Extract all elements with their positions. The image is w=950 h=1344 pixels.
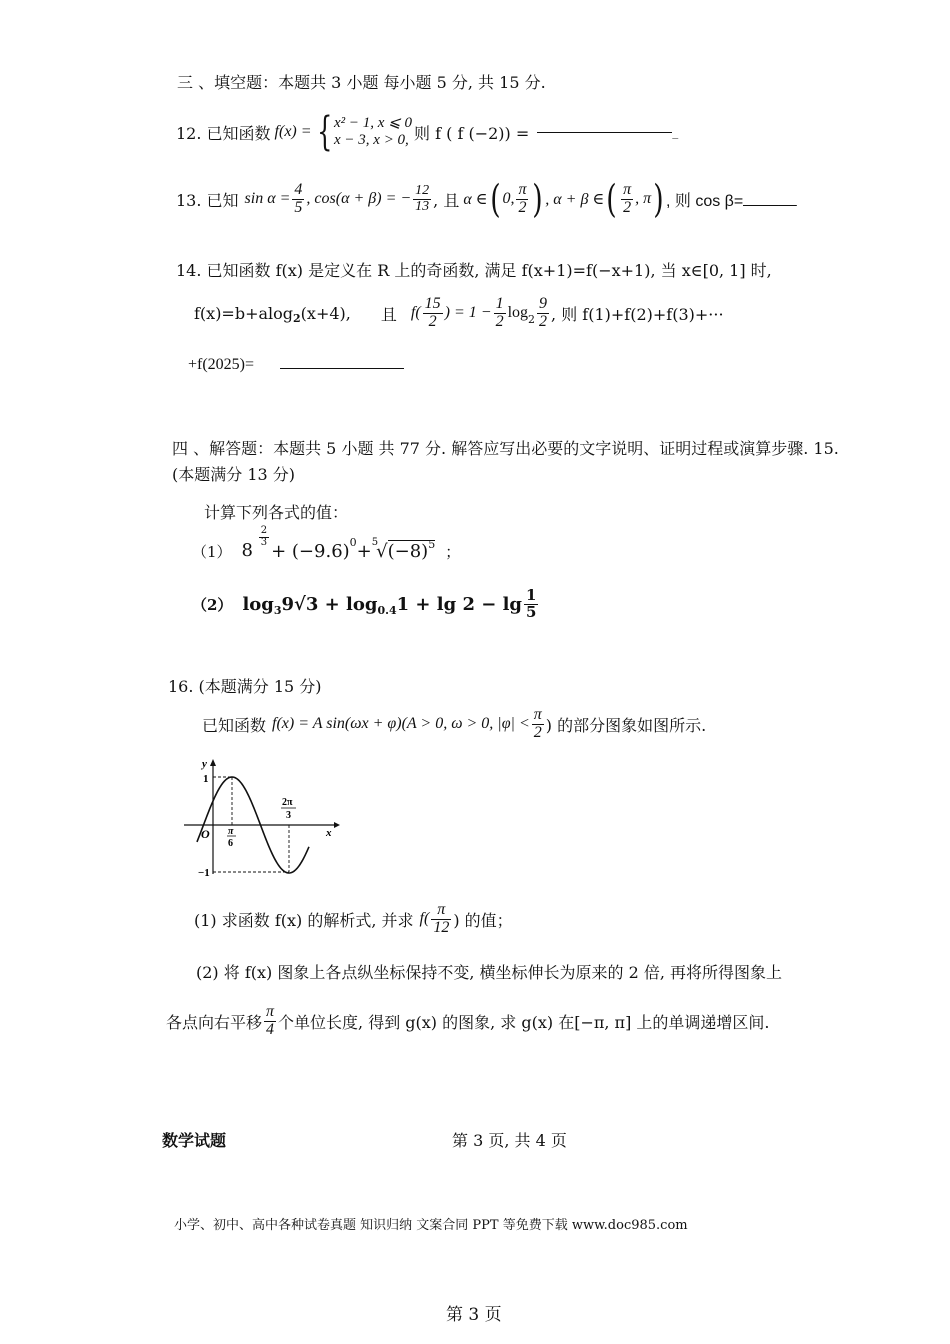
footer-ad: 小学、初中、高中各种试卷真题 知识归纳 文案合同 PPT 等免费下载 www.doc985.com (174, 1218, 688, 1233)
q13-sum-in: , α + β ∈ (545, 191, 605, 208)
q15-2-sub2: 0.4 (377, 603, 397, 617)
q13-cos-den: 13 (415, 198, 430, 214)
q13-tail: , 则 cos β= (665, 192, 744, 210)
q15-2-den: 5 (526, 602, 537, 621)
q16-given-a: 已知函数 (202, 715, 267, 735)
q15-2-expr-a: log (242, 593, 274, 615)
section4-heading: 四 、解答题：本题共 5 小题 共 77 分. 解答应写出必要的文字说明、证明过程或演算步骤. 15. (172, 439, 839, 458)
q14-nine-num: 9 (539, 295, 548, 312)
q16-given (202, 707, 706, 742)
q16-part2-den: 4 (266, 1020, 275, 1038)
q12-case2: x − 3, x > 0, (334, 132, 409, 148)
q13-int2-frac (621, 182, 633, 217)
q13-int2-num: π (623, 180, 632, 198)
q16-part1-a: (1) 求函数 f(x) 的解析式, 并求 (194, 910, 414, 930)
q15-note: (本题满分 13 分) (172, 465, 296, 484)
q12-answer-blank (537, 132, 672, 133)
q13-int1-frac (516, 182, 528, 217)
q16-part2-line1: (2) 将 f(x) 图象上各点纵坐标保持不变, 横坐标伸长为原来的 2 倍, 再将所得图象上 (196, 963, 783, 982)
section3-heading: 三 、填空题：本题共 3 小题 每小题 5 分, 共 15 分. (177, 73, 546, 92)
q16-part2-frac (264, 1004, 276, 1039)
q15-1-end: ； (445, 542, 461, 561)
q15-part1 (192, 525, 461, 562)
q13-paren-open-2: ( (606, 177, 617, 221)
question-12 (176, 109, 679, 155)
q15-1-expr-b: + (−9.6) (271, 540, 350, 562)
q13-paren-close-1: ) (532, 177, 544, 221)
q15-2-label: （2） (192, 595, 233, 614)
q13-lead: 13. 已知 (176, 190, 239, 210)
q13-cos-num: 12 (415, 182, 430, 198)
q16-part1-b: ) 的值； (453, 910, 513, 930)
x-tick2-num: 2π (282, 797, 293, 808)
q12-tail: 则 f ( f (−2)) = (414, 123, 530, 143)
q16-given-den: 2 (533, 723, 542, 741)
q14-eq: ) = 1 − (444, 304, 492, 322)
q14-f-num: 15 (424, 295, 441, 312)
q15-1-exp-frac (259, 526, 269, 548)
q14-f-den: 2 (428, 312, 437, 330)
q16-part2-line2-b: 个单位长度, 得到 g(x) 的图象, 求 g(x) 在[−π, π] 上的单调递增区间. (278, 1012, 770, 1032)
q14-half-frac (494, 296, 506, 331)
q14-line3-text: +f(2025)= (188, 356, 255, 373)
q16-part2-num: π (266, 1003, 275, 1020)
x-tick1-num: π (228, 826, 234, 837)
origin-label: O (201, 827, 210, 841)
x-label: x (326, 827, 332, 839)
q15-1-expr-c: + (356, 540, 372, 562)
q14-line3 (188, 356, 404, 374)
q14-log: log (507, 304, 529, 322)
q15-1-radicand: (−8) (387, 541, 429, 562)
q15-1-exp0: 0 (349, 535, 357, 549)
question-13 (176, 177, 797, 221)
q16-given-c: ) 的部分图象如图所示. (545, 715, 707, 735)
q14-then: , 则 f(1)+f(2)+f(3)+··· (551, 304, 724, 324)
q16-part1 (194, 902, 513, 937)
q15-1-root-index: 5 (371, 536, 379, 548)
q12-func: f(x) = (274, 123, 312, 140)
q14-line1: 14. 已知函数 f(x) 是定义在 R 上的奇函数, 满足 f(x+1)=f(−x+1), 当 x∈[0, 1] 时, (176, 261, 772, 280)
q15-prompt: 计算下列各式的值： (204, 503, 349, 522)
radical-icon: √ (376, 540, 388, 562)
footer-page-of: 第 3 页, 共 4 页 (452, 1131, 567, 1150)
q13-int2-right: , π (635, 190, 652, 207)
q14-and: 且 (380, 304, 397, 324)
q15-2-frac (524, 588, 538, 621)
q14-f-frac (423, 296, 443, 331)
y-axis-arrow-icon (210, 759, 216, 766)
q14-f-of: f( (410, 304, 421, 322)
q14-line2-sub: 2 (293, 311, 301, 325)
sine-graph (180, 758, 340, 880)
q14-half-num: 1 (495, 295, 504, 312)
y-top-label: 1 (203, 773, 209, 785)
q16-part2-line2-a: 各点向右平移 (166, 1012, 263, 1032)
q15-2-num: 1 (526, 586, 537, 604)
q13-int1-left: 0, (502, 190, 515, 207)
q14-line2 (194, 296, 724, 331)
q15-1-label: （1） (192, 542, 232, 561)
x-axis-arrow-icon (334, 822, 340, 828)
x-tick1-den: 6 (228, 838, 233, 849)
q14-nine-den: 2 (539, 312, 548, 330)
q12-trail: _ (672, 125, 679, 139)
q13-paren-open-1: ( (489, 177, 501, 221)
q14-log-sub: 2 (528, 312, 536, 326)
q12-cases (334, 115, 412, 150)
q13-sin-num: 4 (294, 180, 303, 198)
q15-part2 (192, 588, 540, 621)
q16-given-frac (532, 707, 544, 742)
q13-and: , 且 (433, 190, 460, 210)
q16-part1-f: f( (419, 910, 430, 928)
q14-line2-a: f(x)=b+alog (194, 303, 294, 323)
q16-part1-frac (431, 902, 451, 937)
q16-given-num: π (533, 706, 542, 723)
footer-subject: 数学试题 (162, 1131, 227, 1150)
q16-heading: 16. (本题满分 15 分) (168, 677, 322, 696)
q15-2-sub1: 3 (273, 603, 282, 617)
q13-int1-num: π (518, 180, 527, 198)
q14-half-den: 2 (495, 312, 504, 330)
q13-int1-den: 2 (518, 198, 527, 216)
q13-int2-den: 2 (623, 198, 632, 216)
q12-brace: { (316, 109, 332, 155)
q15-1-exp-den: 3 (260, 536, 268, 548)
q15-2-expr-b: 9√3 + log (281, 593, 378, 615)
y-bottom-label: −1 (198, 867, 210, 879)
q15-2-expr-c: 1 + lg 2 − lg (396, 593, 523, 615)
q15-1-base (241, 525, 272, 562)
q13-answer-blank: ______ (743, 190, 797, 207)
q15-1-rad-exp: 5 (428, 538, 436, 551)
q14-line2-b: (x+4), (300, 303, 351, 323)
q15-1-radicand-wrap (388, 540, 436, 562)
y-label: y (202, 758, 207, 770)
q14-answer-blank (280, 368, 404, 369)
q16-part1-num: π (431, 902, 451, 920)
q13-alpha-in: α ∈ (463, 191, 488, 208)
q12-case1: x² − 1, x ⩽ 0 (334, 114, 413, 131)
q13-cos-frac (413, 184, 431, 214)
q16-given-b: f(x) = A sin(ωx + φ)(A > 0, ω > 0, |φ| < (272, 715, 530, 733)
x-tick2-den: 3 (286, 810, 291, 821)
q13-sin-frac (292, 182, 304, 217)
q15-1-exp-num: 2 (260, 525, 268, 536)
q12-lead: 12. 已知函数 (176, 123, 271, 143)
q14-nine-frac (537, 296, 549, 331)
q13-paren-close-2: ) (653, 177, 664, 221)
q15-1-expr-a: 8 (241, 540, 253, 561)
q13-cos: , cos(α + β) = − (306, 190, 412, 207)
q13-sin: sin α = (244, 190, 291, 207)
q16-part1-den: 12 (433, 918, 450, 936)
q16-part2-line2 (166, 1004, 770, 1039)
q13-sin-den: 5 (294, 198, 303, 216)
footer-page-number: 第 3 页 (446, 1305, 502, 1325)
